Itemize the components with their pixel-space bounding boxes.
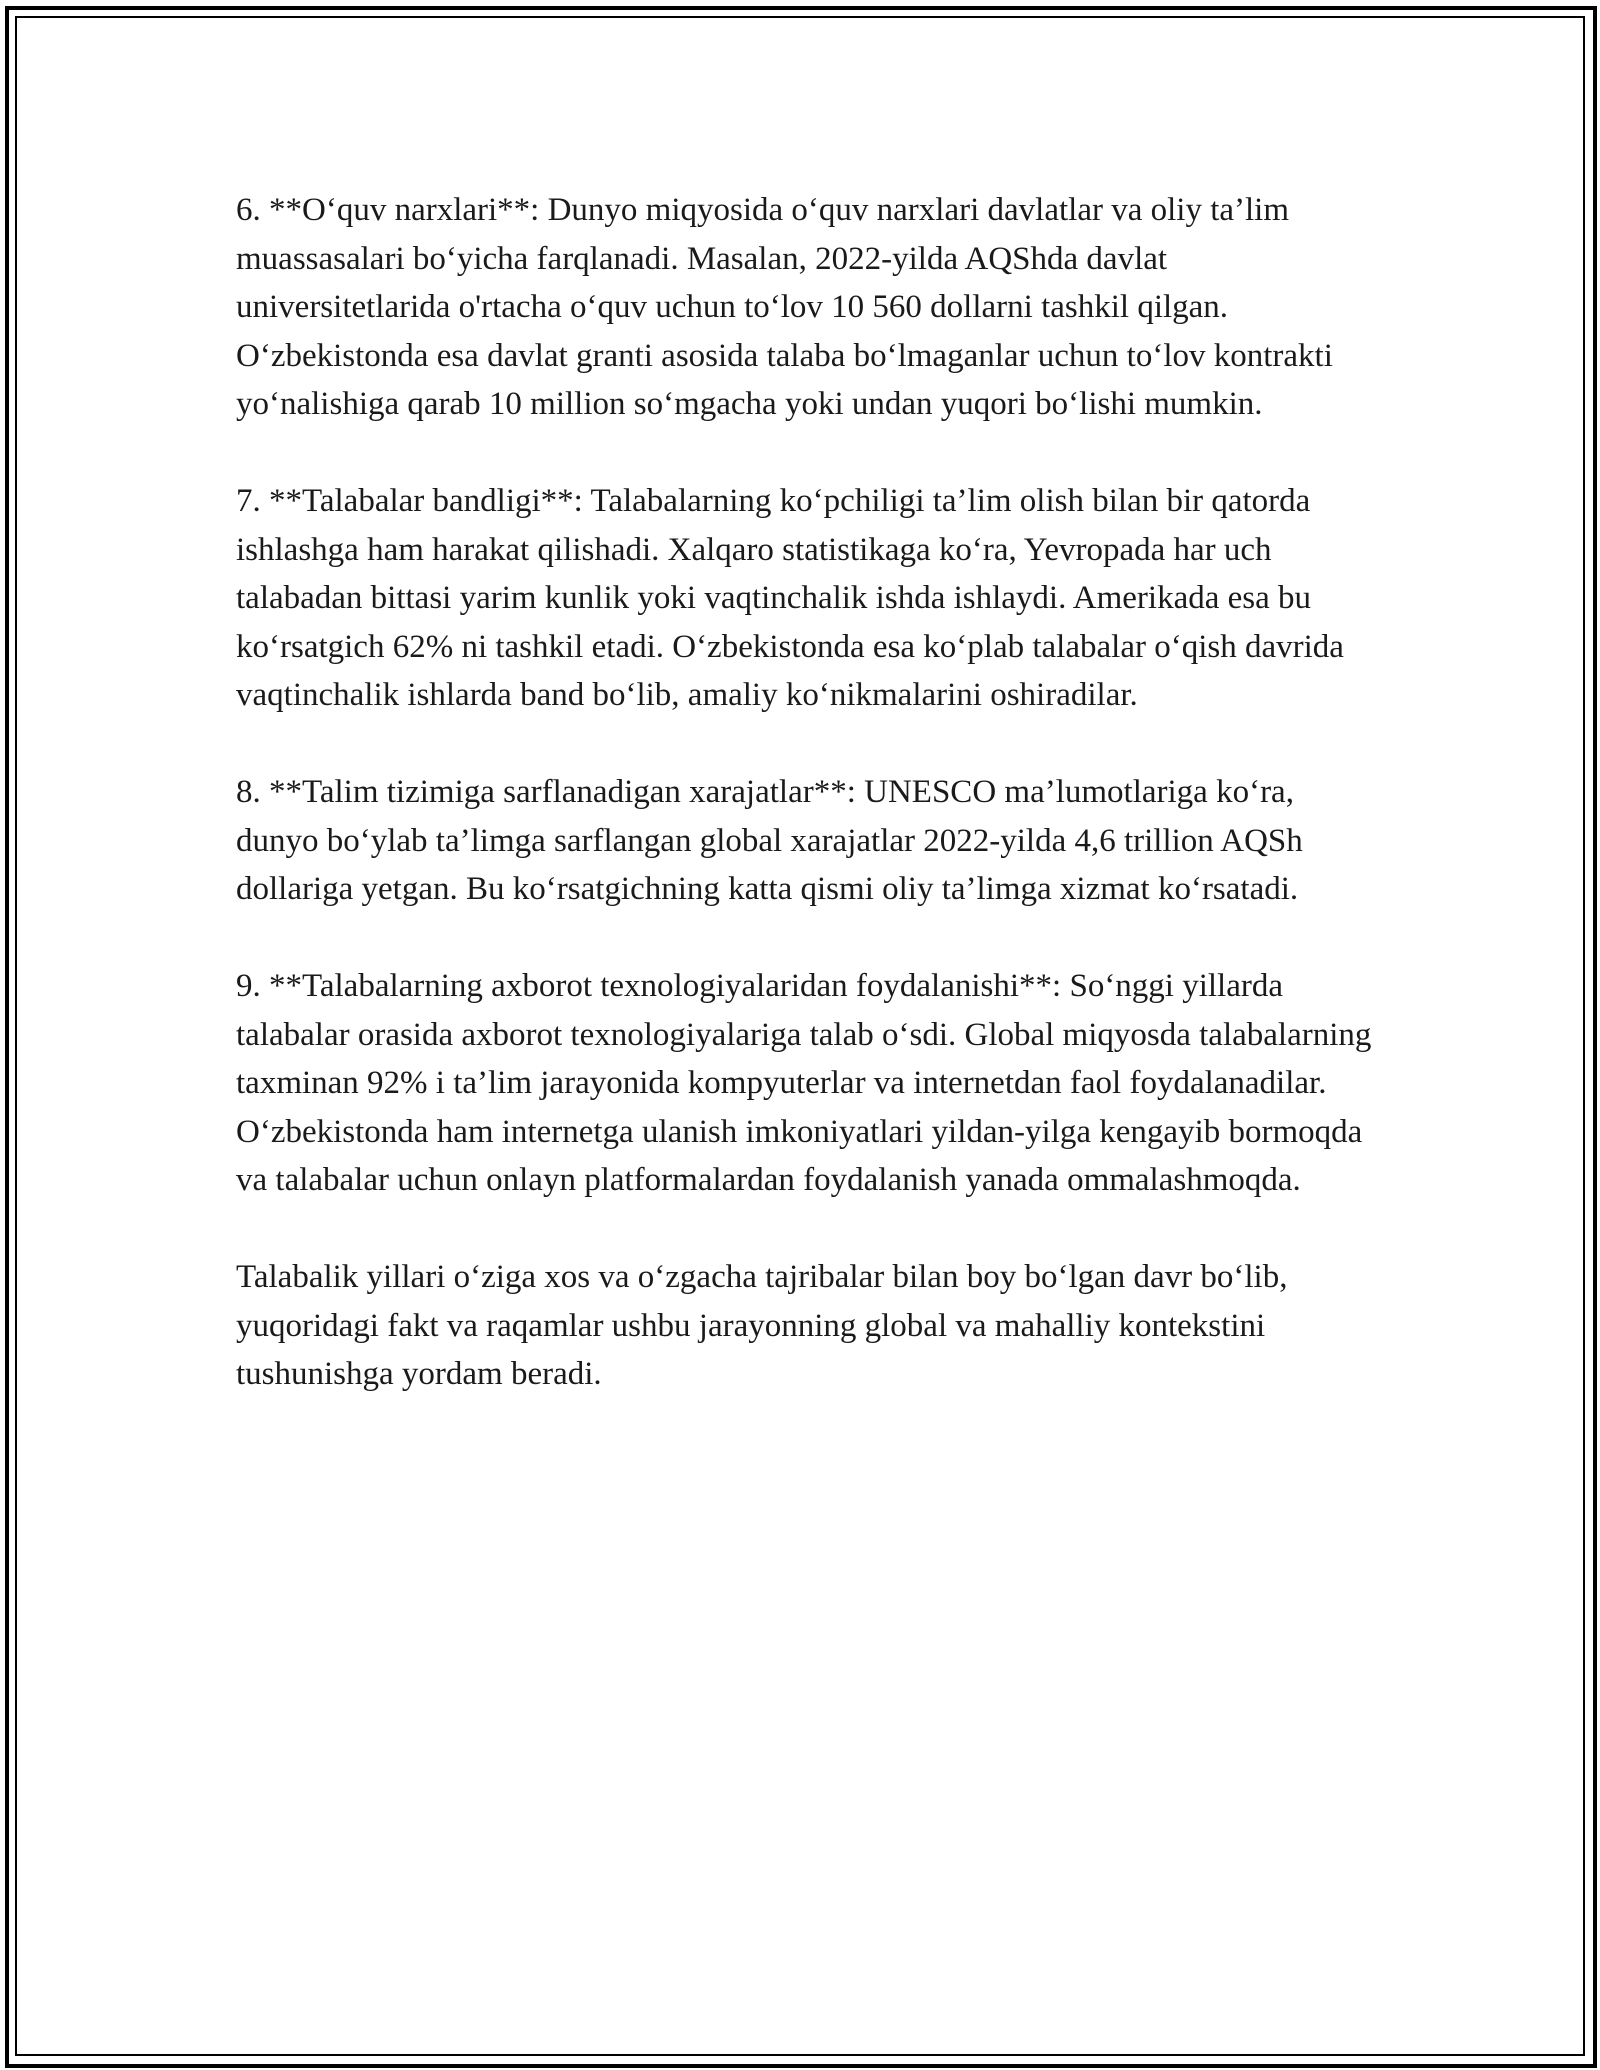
paragraph-it-usage: 9. **Talabalarning axborot texnologiyalaridan foydalanishi**: So‘nggi yillarda talabalar orasida axborot texnologiyalariga talab o‘sdi. Global miqyosda talabalarning taxminan 92% i ta’lim jarayonida kompyuterlar va internetdan faol foydalanadilar. O‘zbekistonda ham internetga ulanish imkoniyatlari yildan-yilga kengayib bormoqda va talabalar uchun onlayn platformalardan foydalanish yanada ommalashmoqda. bbox=[236, 968, 1372, 1198]
paragraph-tuition-costs: 6. **O‘quv narxlari**: Dunyo miqyosida o‘quv narxlari davlatlar va oliy ta’lim muassasalari bo‘yicha farqlanadi. Masalan, 2022-yilda AQShda davlat universitetlarida o'rtacha o‘quv uchun to‘lov 10 560 dollarni tashkil qilgan. O‘zbekistonda esa davlat granti asosida talaba bo‘lmaganlar uchun to‘lov kontrakti yo‘nalishiga qarab 10 million so‘mgacha yoki undan yuqori bo‘lishi mumkin. bbox=[236, 192, 1333, 422]
paragraph-student-employment: 7. **Talabalar bandligi**: Talabalarning ko‘pchiligi ta’lim olish bilan bir qatorda ishlashga ham harakat qilishadi. Xalqaro statistikaga ko‘ra, Yevropada har uch talabadan bittasi yarim kunlik yoki vaqtinchalik ishda ishlaydi. Amerikada esa bu ko‘rsatgich 62% ni tashkil etadi. O‘zbekistonda esa ko‘plab talabalar o‘qish davrida vaqtinchalik ishlarda band bo‘lib, amaliy ko‘nikmalarini oshiradilar. bbox=[236, 483, 1344, 713]
document-body bbox=[236, 186, 1376, 1447]
paragraph-education-spending: 8. **Talim tizimiga sarflanadigan xarajatlar**: UNESCO ma’lumotlariga ko‘ra, dunyo bo‘ylab ta’limga sarflangan global xarajatlar 2022-yilda 4,6 trillion AQSh dollariga yetgan. Bu ko‘rsatgichning katta qismi oliy ta’limga xizmat ko‘rsatadi. bbox=[236, 774, 1303, 907]
paragraph-conclusion: Talabalik yillari o‘ziga xos va o‘zgacha tajribalar bilan boy bo‘lgan davr bo‘lib, yuqoridagi fakt va raqamlar ushbu jarayonning global va mahalliy kontekstini tushunishga yordam beradi. bbox=[236, 1259, 1288, 1392]
